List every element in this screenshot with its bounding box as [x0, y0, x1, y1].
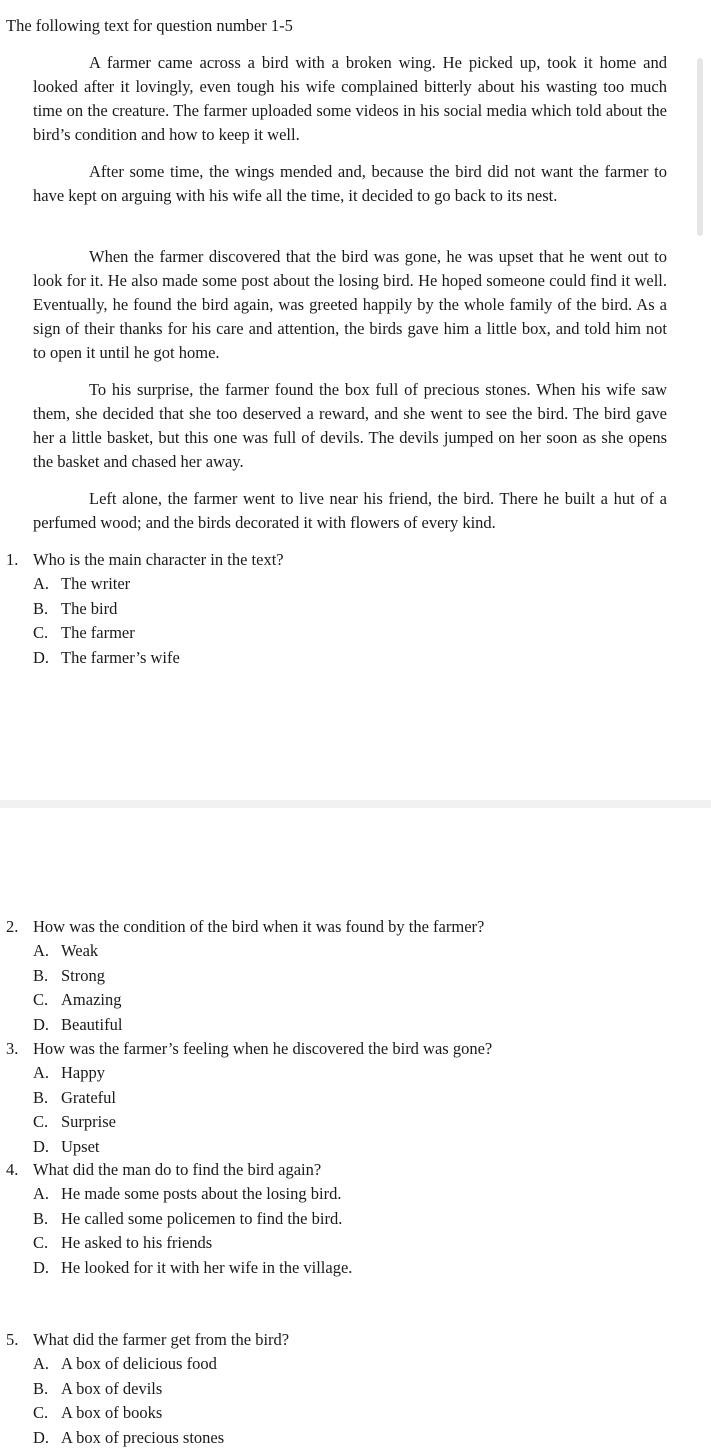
option-a[interactable]: [6, 1061, 696, 1085]
passage-paragraph-4: To his surprise, the farmer found the box full of precious stones. When his wife saw them, she decided that she too deserved a reward, and she went to see the bird. The bird gave her a little basket, but this one was full of devils. The devils jumped on her soon as she opens the basket and chased her away.: [33, 380, 667, 471]
question-number: 5.: [6, 1330, 19, 1349]
option-text: Strong: [61, 965, 106, 985]
option-letter: C.: [33, 990, 49, 1010]
option-text: He asked to his friends: [61, 1233, 213, 1253]
option-text: A box of precious stones: [61, 1427, 225, 1447]
option-a[interactable]: [6, 1352, 696, 1376]
option-d[interactable]: [6, 1013, 696, 1037]
option-text: The farmer: [61, 623, 135, 643]
option-d[interactable]: [6, 646, 696, 670]
option-text: A box of devils: [61, 1378, 163, 1398]
option-text: Amazing: [61, 990, 122, 1010]
option-c[interactable]: [6, 621, 696, 645]
option-letter: D.: [33, 1014, 50, 1034]
option-text: The farmer’s wife: [61, 647, 180, 667]
option-b[interactable]: [6, 1086, 696, 1110]
question-1: [6, 548, 696, 670]
option-letter: C.: [33, 623, 49, 643]
option-letter: B.: [33, 1087, 49, 1107]
question-number: 3.: [6, 1039, 19, 1058]
question-stem: [6, 548, 696, 572]
option-a[interactable]: [6, 1182, 696, 1206]
option-letter: B.: [33, 1208, 49, 1228]
question-text: What did the farmer get from the bird?: [33, 1330, 290, 1349]
question-text: Who is the main character in the text?: [33, 550, 284, 569]
option-letter: C.: [33, 1403, 49, 1423]
option-letter: D.: [33, 1136, 50, 1156]
option-b[interactable]: [6, 597, 696, 621]
option-text: Happy: [61, 1063, 105, 1083]
question-stem: [6, 1158, 696, 1182]
question-text: What did the man do to find the bird again?: [33, 1160, 322, 1179]
question-stem: [6, 915, 696, 939]
option-text: The bird: [61, 598, 118, 618]
question-4: [6, 1158, 696, 1280]
option-d[interactable]: [6, 1256, 696, 1280]
option-letter: C.: [33, 1233, 49, 1253]
option-text: Beautiful: [61, 1014, 123, 1034]
question-number: 2.: [6, 917, 19, 936]
question-text: How was the farmer’s feeling when he discovered the bird was gone?: [33, 1039, 493, 1058]
option-text: The writer: [61, 574, 131, 594]
option-text: Grateful: [61, 1087, 116, 1107]
option-letter: D.: [33, 647, 50, 667]
passage-paragraph-2: After some time, the wings mended and, because the bird did not want the farmer to have kept on arguing with his wife all the time, it decided to go back to its nest.: [33, 162, 667, 205]
option-text: He looked for it with her wife in the village.: [61, 1257, 353, 1277]
option-b[interactable]: [6, 964, 696, 988]
option-text: Weak: [61, 941, 99, 961]
question-2: [6, 915, 696, 1037]
option-letter: B.: [33, 598, 49, 618]
option-a[interactable]: [6, 939, 696, 963]
option-letter: A.: [33, 1354, 50, 1374]
page-separator: [0, 800, 711, 808]
question-stem: [6, 1328, 696, 1352]
question-5: [6, 1328, 696, 1450]
option-letter: C.: [33, 1112, 49, 1132]
option-letter: D.: [33, 1257, 50, 1277]
option-c[interactable]: [6, 1110, 696, 1134]
passage-paragraph-3: When the farmer discovered that the bird was gone, he was upset that he went out to look for it. He also made some post about the losing bird. He hoped someone could find it well. Eventually, he found the bird again, was greeted happily by the whole family of the bird. As a sign of their thanks for his care and attention, the birds gave him a little box, and told him not to open it until he got home.: [33, 247, 667, 362]
option-b[interactable]: [6, 1377, 696, 1401]
option-letter: A.: [33, 574, 50, 594]
question-number: 1.: [6, 550, 19, 569]
option-c[interactable]: [6, 1231, 696, 1255]
option-letter: A.: [33, 1184, 50, 1204]
option-d[interactable]: [6, 1135, 696, 1159]
scrollbar-thumb[interactable]: [697, 58, 703, 236]
option-c[interactable]: [6, 1401, 696, 1425]
option-text: Upset: [61, 1136, 100, 1156]
option-c[interactable]: [6, 988, 696, 1012]
option-a[interactable]: [6, 572, 696, 596]
option-d[interactable]: [6, 1426, 696, 1450]
question-text: How was the condition of the bird when it was found by the farmer?: [33, 917, 485, 936]
option-letter: A.: [33, 941, 50, 961]
option-letter: D.: [33, 1427, 50, 1447]
question-stem: [6, 1037, 696, 1061]
option-text: A box of books: [61, 1403, 163, 1423]
option-letter: B.: [33, 965, 49, 985]
passage-paragraph-1: A farmer came across a bird with a broken wing. He picked up, took it home and looked after it lovingly, even tough his wife complained bitterly about his wasting too much time on the creature. The farmer uploaded some videos in his social media which told about the bird’s condition and how to keep it well.: [33, 53, 667, 144]
passage-paragraph-5: Left alone, the farmer went to live near his friend, the bird. There he built a hut of a perfumed wood; and the birds decorated it with flowers of every kind.: [33, 489, 667, 532]
option-b[interactable]: [6, 1207, 696, 1231]
option-letter: A.: [33, 1063, 50, 1083]
instructions-heading: The following text for question number 1-5: [6, 16, 293, 35]
question-3: [6, 1037, 696, 1159]
option-letter: B.: [33, 1378, 49, 1398]
option-text: He called some policemen to find the bird.: [61, 1208, 343, 1228]
question-number: 4.: [6, 1160, 19, 1179]
option-text: He made some posts about the losing bird.: [61, 1184, 342, 1204]
option-text: A box of delicious food: [61, 1354, 217, 1374]
option-text: Surprise: [61, 1112, 116, 1132]
